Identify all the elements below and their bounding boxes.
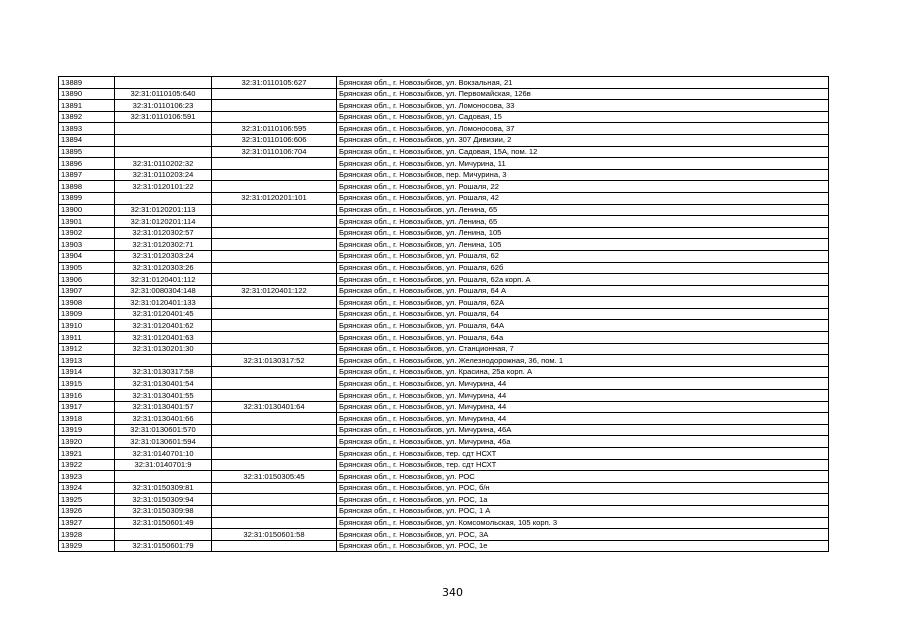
table-row [59,262,829,274]
address-cell: Брянская обл., г. Новозыбков, ул. Красина, 25а корп. А [337,366,829,378]
row-number-cell: 13900 [59,204,115,216]
secondary-cadastral-number-cell [212,505,337,517]
secondary-cadastral-number-cell: 32:31:0120401:122 [212,285,337,297]
table-row [59,239,829,251]
row-number-cell: 13925 [59,494,115,506]
address-cell: Брянская обл., г. Новозыбков, ул. Ломоносова, 37 [337,123,829,135]
row-number-cell: 13912 [59,343,115,355]
table-row [59,308,829,320]
row-number-cell: 13905 [59,262,115,274]
secondary-cadastral-number-cell [212,169,337,181]
cadastral-number-cell: 32:31:0150309:94 [115,494,212,506]
page-number: 340 [442,586,463,599]
address-cell: Брянская обл., г. Новозыбков, ул. Садовая, 15А, пом. 12 [337,146,829,158]
row-number-cell: 13889 [59,77,115,89]
cadastral-number-cell: 32:31:0110202:32 [115,158,212,170]
address-cell: Брянская обл., г. Новозыбков, ул. РОС, 1е [337,540,829,552]
table-row [59,436,829,448]
address-cell: Брянская обл., г. Новозыбков, ул. Рошаля, 64 А [337,285,829,297]
address-cell: Брянская обл., г. Новозыбков, ул. Рошаля, 62А [337,297,829,309]
address-cell: Брянская обл., г. Новозыбков, ул. Рошаля, 62 [337,250,829,262]
table-row [59,111,829,123]
secondary-cadastral-number-cell [212,343,337,355]
table-row [59,297,829,309]
table-row [59,146,829,158]
secondary-cadastral-number-cell [212,88,337,100]
table-row [59,390,829,402]
table-row [59,413,829,425]
table-row [59,517,829,529]
cadastral-number-cell: 32:31:0120302:57 [115,227,212,239]
row-number-cell: 13924 [59,482,115,494]
row-number-cell: 13909 [59,308,115,320]
table-row [59,77,829,89]
cadastral-number-cell: 32:31:0140701:9 [115,459,212,471]
secondary-cadastral-number-cell: 32:31:0110106:595 [212,123,337,135]
row-number-cell: 13916 [59,390,115,402]
cadastral-number-cell: 32:31:0130401:57 [115,401,212,413]
table-row [59,494,829,506]
secondary-cadastral-number-cell [212,250,337,262]
table-row [59,227,829,239]
row-number-cell: 13894 [59,134,115,146]
row-number-cell: 13891 [59,100,115,112]
cadastral-number-cell: 32:31:0120401:133 [115,297,212,309]
secondary-cadastral-number-cell: 32:31:0150305:45 [212,471,337,483]
cadastral-number-cell: 32:31:0120302:71 [115,239,212,251]
secondary-cadastral-number-cell [212,540,337,552]
row-number-cell: 13907 [59,285,115,297]
secondary-cadastral-number-cell [212,366,337,378]
secondary-cadastral-number-cell [212,448,337,460]
row-number-cell: 13914 [59,366,115,378]
table-row [59,332,829,344]
row-number-cell: 13920 [59,436,115,448]
cadastral-number-cell: 32:31:0130601:570 [115,424,212,436]
address-cell: Брянская обл., г. Новозыбков, тер. сдт НСХТ [337,448,829,460]
cadastral-number-cell: 32:31:0130401:55 [115,390,212,402]
cadastral-number-cell: 32:31:0150601:49 [115,517,212,529]
row-number-cell: 13919 [59,424,115,436]
secondary-cadastral-number-cell [212,332,337,344]
table-row [59,459,829,471]
address-cell: Брянская обл., г. Новозыбков, ул. Ломоносова, 33 [337,100,829,112]
row-number-cell: 13921 [59,448,115,460]
table-row [59,366,829,378]
cadastral-number-cell: 32:31:0120303:26 [115,262,212,274]
secondary-cadastral-number-cell: 32:31:0150601:58 [212,529,337,541]
cadastral-number-cell: 32:31:0110105:640 [115,88,212,100]
secondary-cadastral-number-cell [212,482,337,494]
address-cell: Брянская обл., г. Новозыбков, ул. Мичурина, 46А [337,424,829,436]
row-number-cell: 13923 [59,471,115,483]
table-row [59,540,829,552]
cadastral-number-cell: 32:31:0150309:98 [115,505,212,517]
row-number-cell: 13929 [59,540,115,552]
secondary-cadastral-number-cell [212,274,337,286]
table-row [59,343,829,355]
table-row [59,471,829,483]
table-row [59,204,829,216]
row-number-cell: 13918 [59,413,115,425]
secondary-cadastral-number-cell: 32:31:0130317:52 [212,355,337,367]
secondary-cadastral-number-cell [212,216,337,228]
address-cell: Брянская обл., г. Новозыбков, ул. 307 Дивизии, 2 [337,134,829,146]
cadastral-number-cell: 32:31:0120401:112 [115,274,212,286]
address-cell: Брянская обл., г. Новозыбков, ул. Мичурина, 44 [337,413,829,425]
secondary-cadastral-number-cell: 32:31:0120201:101 [212,192,337,204]
table-row [59,123,829,135]
secondary-cadastral-number-cell [212,204,337,216]
row-number-cell: 13928 [59,529,115,541]
address-cell: Брянская обл., г. Новозыбков, ул. Комсомольская, 105 корп. 3 [337,517,829,529]
address-cell: Брянская обл., г. Новозыбков, ул. РОС [337,471,829,483]
table-row [59,448,829,460]
row-number-cell: 13890 [59,88,115,100]
address-cell: Брянская обл., г. Новозыбков, ул. Ленина, 105 [337,239,829,251]
row-number-cell: 13906 [59,274,115,286]
table-row [59,158,829,170]
secondary-cadastral-number-cell [212,390,337,402]
cadastral-number-cell [115,355,212,367]
table-row [59,378,829,390]
cadastral-number-cell: 32:31:0130401:66 [115,413,212,425]
row-number-cell: 13917 [59,401,115,413]
table-row [59,320,829,332]
secondary-cadastral-number-cell [212,436,337,448]
row-number-cell: 13895 [59,146,115,158]
row-number-cell: 13915 [59,378,115,390]
secondary-cadastral-number-cell [212,308,337,320]
registry-table-body [59,77,829,552]
cadastral-number-cell: 32:31:0110203:24 [115,169,212,181]
cadastral-number-cell: 32:31:0110106:591 [115,111,212,123]
table-row [59,169,829,181]
table-row [59,88,829,100]
cadastral-number-cell [115,77,212,89]
address-cell: Брянская обл., г. Новозыбков, ул. Станционная, 7 [337,343,829,355]
row-number-cell: 13901 [59,216,115,228]
cadastral-number-cell: 32:31:0080304:148 [115,285,212,297]
secondary-cadastral-number-cell [212,100,337,112]
table-row [59,505,829,517]
cadastral-number-cell: 32:31:0120201:114 [115,216,212,228]
cadastral-number-cell: 32:31:0120401:62 [115,320,212,332]
address-cell: Брянская обл., г. Новозыбков, ул. Первомайская, 126в [337,88,829,100]
cadastral-number-cell: 32:31:0120401:45 [115,308,212,320]
cadastral-number-cell [115,529,212,541]
row-number-cell: 13904 [59,250,115,262]
row-number-cell: 13913 [59,355,115,367]
address-cell: Брянская обл., г. Новозыбков, ул. Рошаля, 64А [337,320,829,332]
cadastral-number-cell: 32:31:0150309:81 [115,482,212,494]
cadastral-number-cell [115,471,212,483]
address-cell: Брянская обл., г. Новозыбков, ул. Рошаля, 42 [337,192,829,204]
table-row [59,100,829,112]
secondary-cadastral-number-cell [212,413,337,425]
secondary-cadastral-number-cell: 32:31:0130401:64 [212,401,337,413]
row-number-cell: 13897 [59,169,115,181]
row-number-cell: 13902 [59,227,115,239]
secondary-cadastral-number-cell [212,181,337,193]
address-cell: Брянская обл., г. Новозыбков, ул. Мичурина, 44 [337,390,829,402]
table-row [59,285,829,297]
row-number-cell: 13922 [59,459,115,471]
address-cell: Брянская обл., г. Новозыбков, ул. Мичурина, 44 [337,401,829,413]
cadastral-number-cell: 32:31:0130601:594 [115,436,212,448]
table-row [59,216,829,228]
secondary-cadastral-number-cell [212,378,337,390]
row-number-cell: 13893 [59,123,115,135]
row-number-cell: 13908 [59,297,115,309]
cadastral-number-cell [115,146,212,158]
row-number-cell: 13892 [59,111,115,123]
address-cell: Брянская обл., г. Новозыбков, ул. Железнодорожная, 36, пом. 1 [337,355,829,367]
table-row [59,424,829,436]
secondary-cadastral-number-cell [212,320,337,332]
table-row [59,181,829,193]
secondary-cadastral-number-cell [212,517,337,529]
table-row [59,482,829,494]
cadastral-number-cell: 32:31:0130317:58 [115,366,212,378]
cadastral-number-cell [115,192,212,204]
secondary-cadastral-number-cell [212,459,337,471]
secondary-cadastral-number-cell [212,158,337,170]
address-cell: Брянская обл., г. Новозыбков, ул. Мичурина, 44 [337,378,829,390]
address-cell: Брянская обл., г. Новозыбков, пер. Мичурина, 3 [337,169,829,181]
table-row [59,401,829,413]
table-row [59,529,829,541]
address-cell: Брянская обл., г. Новозыбков, тер. сдт НСХТ [337,459,829,471]
cadastral-number-cell: 32:31:0140701:10 [115,448,212,460]
table-row [59,355,829,367]
row-number-cell: 13927 [59,517,115,529]
address-cell: Брянская обл., г. Новозыбков, ул. Рошаля, 64а [337,332,829,344]
cadastral-number-cell [115,123,212,135]
table-row [59,134,829,146]
row-number-cell: 13896 [59,158,115,170]
secondary-cadastral-number-cell: 32:31:0110106:606 [212,134,337,146]
property-registry-table [58,76,829,552]
address-cell: Брянская обл., г. Новозыбков, ул. Садовая, 15 [337,111,829,123]
cadastral-number-cell: 32:31:0120201:113 [115,204,212,216]
address-cell: Брянская обл., г. Новозыбков, ул. Рошаля, 22 [337,181,829,193]
row-number-cell: 13926 [59,505,115,517]
secondary-cadastral-number-cell: 32:31:0110105:627 [212,77,337,89]
address-cell: Брянская обл., г. Новозыбков, ул. РОС, 1 А [337,505,829,517]
address-cell: Брянская обл., г. Новозыбков, ул. Мичурина, 11 [337,158,829,170]
table-row [59,250,829,262]
cadastral-number-cell: 32:31:0130201:30 [115,343,212,355]
secondary-cadastral-number-cell [212,424,337,436]
table-row [59,274,829,286]
cadastral-number-cell: 32:31:0120303:24 [115,250,212,262]
secondary-cadastral-number-cell [212,494,337,506]
secondary-cadastral-number-cell [212,111,337,123]
address-cell: Брянская обл., г. Новозыбков, ул. Рошаля, 64 [337,308,829,320]
cadastral-number-cell: 32:31:0120101:22 [115,181,212,193]
address-cell: Брянская обл., г. Новозыбков, ул. Мичурина, 46а [337,436,829,448]
secondary-cadastral-number-cell [212,239,337,251]
secondary-cadastral-number-cell [212,297,337,309]
address-cell: Брянская обл., г. Новозыбков, ул. Рошаля, 62б [337,262,829,274]
table-row [59,192,829,204]
cadastral-number-cell [115,134,212,146]
cadastral-number-cell: 32:31:0120401:63 [115,332,212,344]
row-number-cell: 13899 [59,192,115,204]
row-number-cell: 13903 [59,239,115,251]
address-cell: Брянская обл., г. Новозыбков, ул. Ленина, 65 [337,216,829,228]
secondary-cadastral-number-cell [212,227,337,239]
row-number-cell: 13898 [59,181,115,193]
address-cell: Брянская обл., г. Новозыбков, ул. Ленина, 105 [337,227,829,239]
address-cell: Брянская обл., г. Новозыбков, ул. РОС, 1а [337,494,829,506]
address-cell: Брянская обл., г. Новозыбков, ул. РОС, 3А [337,529,829,541]
cadastral-number-cell: 32:31:0150601:79 [115,540,212,552]
address-cell: Брянская обл., г. Новозыбков, ул. Рошаля, 62а корп. А [337,274,829,286]
address-cell: Брянская обл., г. Новозыбков, ул. РОС, б/н [337,482,829,494]
row-number-cell: 13911 [59,332,115,344]
address-cell: Брянская обл., г. Новозыбков, ул. Ленина, 65 [337,204,829,216]
row-number-cell: 13910 [59,320,115,332]
cadastral-number-cell: 32:31:0110106:23 [115,100,212,112]
secondary-cadastral-number-cell [212,262,337,274]
secondary-cadastral-number-cell: 32:31:0110106:704 [212,146,337,158]
cadastral-number-cell: 32:31:0130401:54 [115,378,212,390]
address-cell: Брянская обл., г. Новозыбков, ул. Вокзальная, 21 [337,77,829,89]
